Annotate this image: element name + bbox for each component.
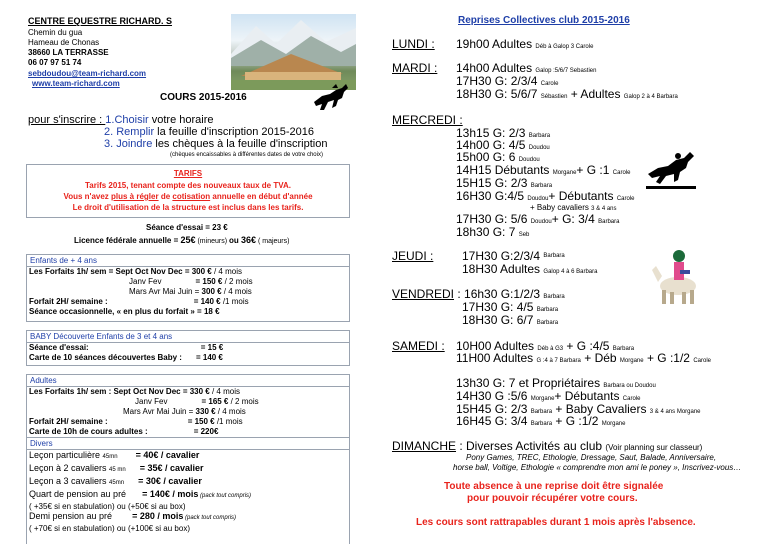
mardi-slot: 18H30 G: 5/6/7 Sébastien + Adultes Galop 2 à 4 Barbara [456, 87, 678, 101]
day-mercredi: MERCREDI : [392, 113, 463, 127]
vendredi-slot: 17H30 G: 4/5 Barbara [462, 300, 559, 314]
dimanche-activities: horse ball, Voltige, Ethologie « comprendre mon ami le poney », Inscrivez-vous… [453, 463, 742, 472]
day-samedi: SAMEDI : [392, 339, 445, 353]
enfants-row: Forfait 2H/ semaine : = 140 € /1 mois [29, 297, 249, 306]
enfants-header: Enfants de + 4 ans [27, 255, 349, 267]
dimanche-slot: DIMANCHE : Diverses Activités au club (Voir planning sur classeur) [392, 439, 703, 453]
mercredi-slot: 17H30 G: 5/6 Doudou+ G: 3/4 Barbara [456, 212, 620, 226]
pony-rider-icon [650, 248, 702, 306]
divers-header: Divers [27, 437, 349, 450]
adultes-row: Forfait 2H/ semaine : = 150 € /1 mois [29, 417, 243, 426]
step2-text: la feuille d'inscription 2015-2016 [154, 126, 314, 138]
phone: 06 07 97 51 74 [28, 58, 82, 67]
catchup-note: Les cours sont rattrapables durant 1 mois après l'absence. [416, 517, 696, 528]
equestrian-center-photo [231, 14, 356, 90]
mercredi-slot: 14h00 G: 4/5 Doudou [456, 138, 550, 152]
divers-row: Quart de pension au pré = 140€ / mois (pack tout compris) [29, 489, 252, 499]
baby-row: Carte de 10 séances découvertes Baby : = 140 € [29, 353, 223, 362]
jeudi-slot: 17H30 G:2/3/4 $^{Barbara}$ [462, 249, 565, 263]
tarifs-title: TARIFS [173, 169, 203, 178]
divers-row: Leçon particulière 45mn = 40€ / cavalier [29, 450, 200, 460]
step3-label: 3. Joindre [104, 138, 153, 150]
essai-price: Séance d'essai = 23 € [146, 223, 228, 232]
day-jeudi: JEUDI : [392, 249, 434, 263]
mercredi-slot: 13h15 G: 2/3 Barbara [456, 126, 551, 140]
schedule-title: Reprises Collectives club 2015-2016 [458, 15, 630, 26]
enfants-row: Janv Fev = 150 € / 2 mois [129, 277, 253, 286]
website-link[interactable]: www.team-richard.com [32, 79, 120, 88]
divers-row: Leçon à 2 cavaliers 45 mn = 35€ / cavalier [29, 463, 204, 473]
inscribe-lead: pour s'inscrire : [28, 114, 106, 126]
divers-row: ( +35€ si en stabulation) ou (+50€ si au box) [29, 502, 186, 511]
baby-header: BABY Découverte Enfants de 3 et 4 ans [27, 331, 349, 343]
divers-row: Leçon a 3 cavaliers 45mn = 30€ / cavalier [29, 476, 202, 486]
vendredi-slot: 18H30 G: 6/7 Barbara [462, 313, 559, 327]
adultes-row: Janv Fev = 165 € / 2 mois [135, 397, 259, 406]
jeudi-slot: 18H30 Adultes Galop 4 à 6 Barbara [462, 262, 598, 276]
mercredi-slot: + Baby cavaliers 3 & 4 ans [530, 203, 617, 212]
step3-text: les chèques à la feuille d'inscription [152, 138, 328, 150]
mercredi-slot: 15H15 G: 2/3 Barbara [456, 176, 553, 190]
enfants-section [26, 254, 350, 322]
absence-note: pour pouvoir récupérer votre cours. [467, 493, 638, 504]
enfants-row: Séance occasionnelle, « en plus du forfait » = 18 € [29, 307, 220, 316]
samedi-slot: 15H45 G: 2/3 Barbara + Baby Cavaliers 3 & 4 ans Morgane [456, 402, 701, 416]
dimanche-activities: Pony Games, TREC, Ethologie, Dressage, Saut, Balade, Anniversaire, [466, 453, 717, 462]
show-jumping-icon [644, 146, 700, 192]
tarifs-line1: Tarifs 2015, tenant compte des nouveaux taux de TVA. [85, 181, 291, 190]
step1-label: 1.Choisir [105, 114, 149, 126]
mardi-slot: 17H30 G: 2/3/4 Carole [456, 74, 559, 88]
divers-row: ( +70€ si en stabulation) ou (+100€ si au box) [29, 524, 190, 533]
adultes-header: Adultes [27, 375, 349, 387]
samedi-slot: 14H30 G :5/6 Morgane+ Débutants Carole [456, 389, 641, 403]
jumping-horse-icon [312, 82, 352, 114]
mercredi-slot: 14H15 Débutants Morgane+ G :1 Carole [456, 163, 631, 177]
step2-label: 2. Remplir [104, 126, 155, 138]
tarifs-line3: Le droit d'utilisation de la structure est inclus dans les tarifs. [72, 203, 304, 212]
adultes-row: Carte de 10h de cours adultes : = 220€ [29, 427, 219, 436]
day-mardi: MARDI : [392, 61, 438, 75]
day-lundi: LUNDI : [392, 37, 435, 51]
cheque-note: (chèques encaissables à différentes dates de votre choix) [170, 152, 323, 158]
licence-price: Licence fédérale annuelle = 25€ (mineurs) ou 36€ ( majeurs) [74, 235, 290, 245]
samedi-slot: 16H45 G: 3/4 Barbara + G :1/2 Morgane [456, 414, 626, 428]
enfants-row: Les Forfaits 1h/ sem = Sept Oct Nov Dec = 300 € / 4 mois [29, 267, 242, 276]
tarifs-line2: Vous n'avez plus à régler de cotisation annuelle en début d'année [63, 192, 313, 201]
address-line: Hameau de Chonas [28, 38, 100, 47]
adultes-section [26, 374, 350, 544]
samedi-slot: 13h30 G: 7 et Propriétaires Barbara ou Doudou [456, 376, 656, 390]
day-dimanche: DIMANCHE [392, 439, 457, 453]
cours-title: COURS 2015-2016 [160, 92, 247, 103]
divers-row: Demi pension au pré = 280 / mois (pack tout compris) [29, 511, 237, 521]
baby-section [26, 330, 350, 366]
org-name: CENTRE EQUESTRE RICHARD. S [28, 16, 173, 26]
absence-note: Toute absence à une reprise doit être signalée [444, 481, 664, 492]
mardi-slot: 14h00 Adultes Galop :5/6/7 Sebastien [456, 61, 597, 75]
enfants-row: Mars Avr Mai Juin = 300 € / 4 mois [129, 287, 252, 296]
email-link[interactable]: sebdoudou@team-richard.com [28, 69, 147, 78]
baby-row: Séance d'essai: = 15 € [29, 343, 224, 352]
mercredi-slot: 18h30 G: 7 Seb [456, 225, 530, 239]
day-vendredi: VENDREDI [392, 287, 455, 301]
vendredi-slot: VENDREDI : 16h30 G:1/2/3 Barbara [392, 287, 565, 301]
mercredi-slot: 15h00 G: 6 Doudou [456, 150, 540, 164]
adultes-row: Les Forfaits 1h/ sem : Sept Oct Nov Dec = 330 € / 4 mois [29, 387, 240, 396]
step1-text: votre horaire [148, 114, 214, 126]
lundi-slot: 19h00 Adultes Déb à Galop 3 Carole [456, 37, 594, 51]
zip-city: 38660 LA TERRASSE [28, 48, 109, 57]
address-line: Chemin du gua [28, 28, 83, 37]
adultes-row: Mars Avr Mai Juin = 330 € / 4 mois [123, 407, 246, 416]
samedi-slot: 10H00 Adultes Déb à G3 + G :4/5 Barbara [456, 339, 635, 353]
tarifs-box [26, 164, 350, 218]
samedi-slot: 11H00 Adultes G :4 à 7 Barbara + Déb Morgane + G :1/2 Carole [456, 351, 711, 365]
mercredi-slot: 16H30 G:4/5 Doudou+ Débutants Carole [456, 189, 635, 203]
